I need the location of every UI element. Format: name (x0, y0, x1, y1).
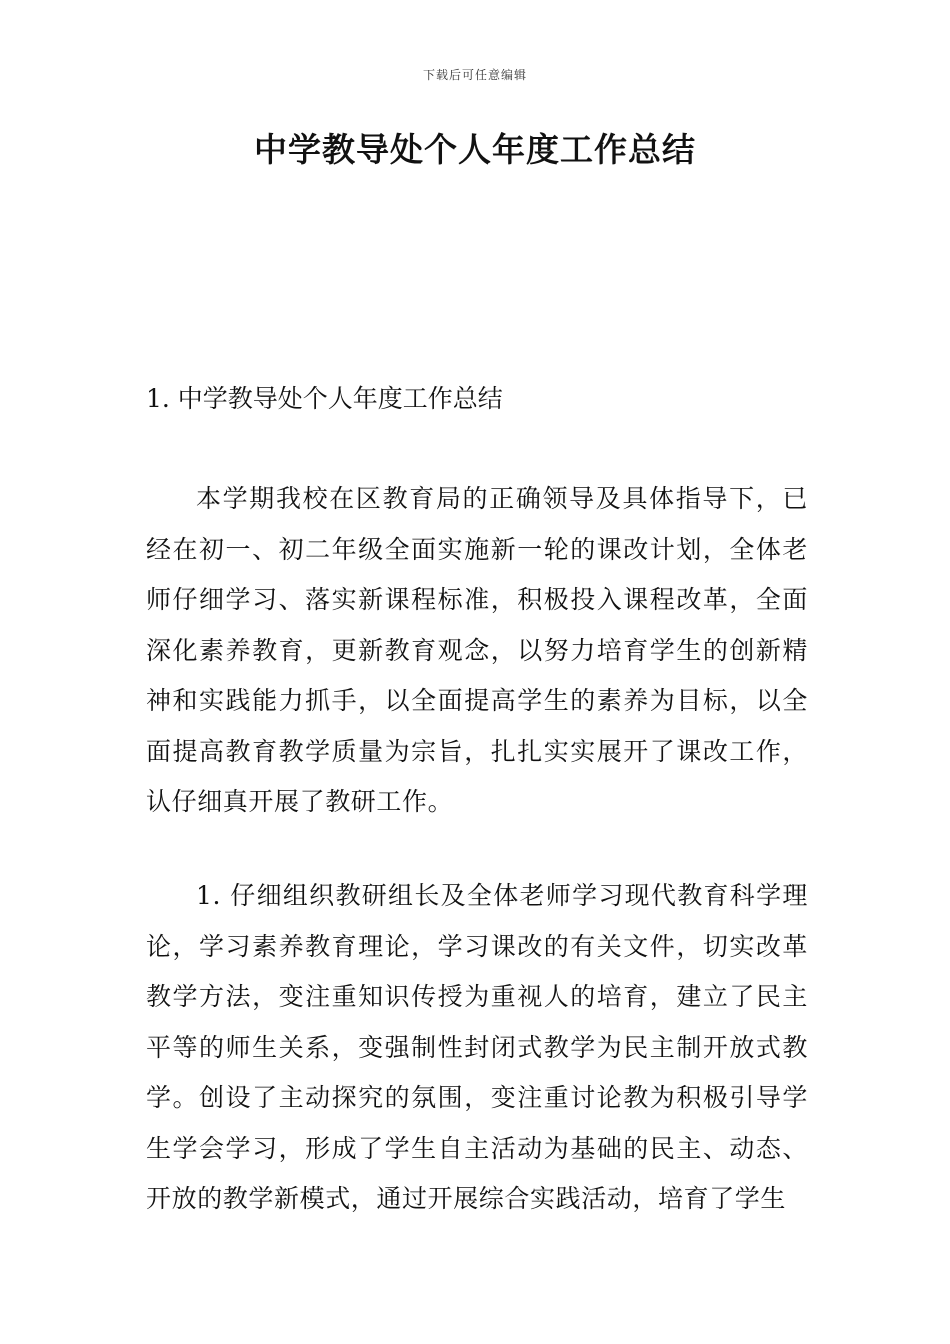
section-heading: 1. 中学教导处个人年度工作总结 (146, 384, 503, 413)
body-paragraph-1: 本学期我校在区教育局的正确领导及具体指导下，已经在初一、初二年级全面实施新一轮的课改计划，全体老师仔细学习、落实新课程标准，积极投入课程改革，全面深化素养教育，更新教育观念，以努力培育学生的创新精神和实践能力抓手，以全面提高学生的素养为目标，以全面提高教育教学质量为宗旨，扎扎实实展开了课改工作，认仔细真开展了教研工作。 (146, 484, 808, 816)
header-note: 下载后可任意编辑 (422, 68, 527, 82)
body-paragraph-2: 1. 仔细组织教研组长及全体老师学习现代教育科学理论，学习素养教育理论，学习课改的有关文件，切实改革教学方法，变注重知识传授为重视人的培育，建立了民主平等的师生关系，变强制性封闭式教学为民主制开放式教学。创设了主动探究的氛围，变注重讨论教为积极引导学生学会学习，形成了学生自主活动为基础的民主、动态、开放的教学新模式，通过开展综合实践活动，培育了学生 (146, 881, 808, 1213)
document-title: 中学教导处个人年度工作总结 (254, 130, 696, 169)
